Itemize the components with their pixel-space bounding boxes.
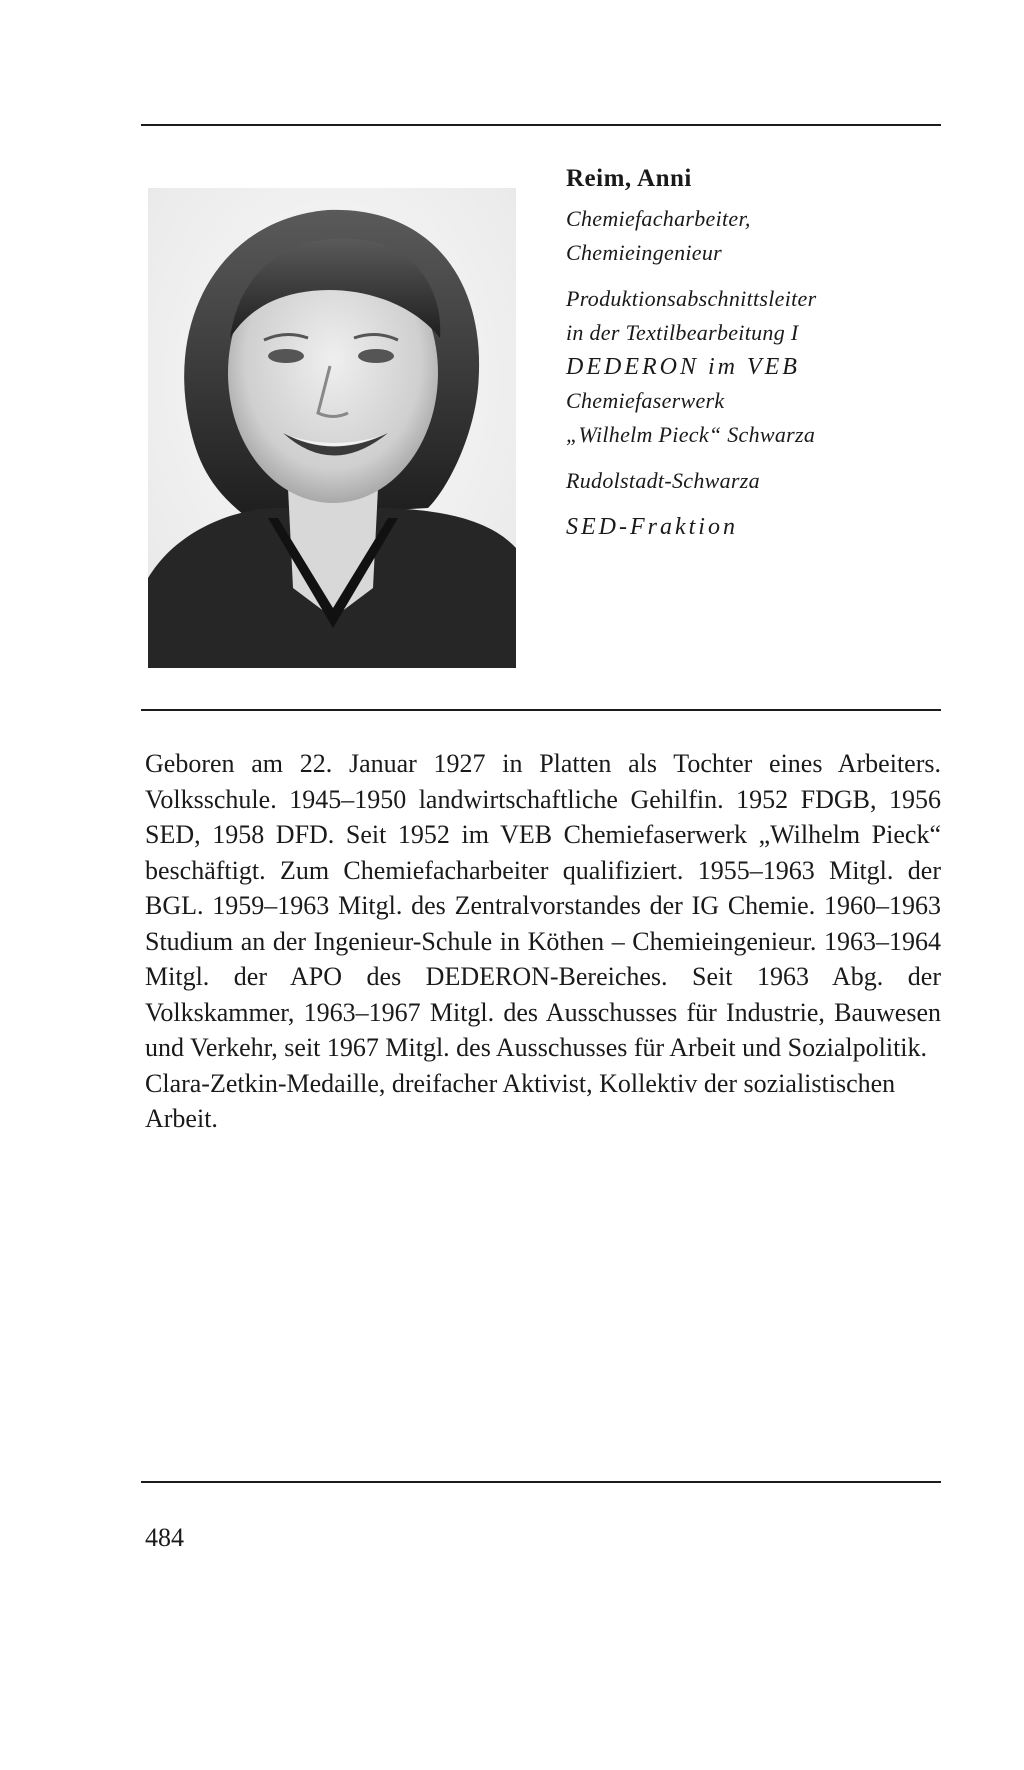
awards-paragraph: Clara-Zetkin-Medaille, dreifacher Aktivist, Kollektiv der sozialistischen Arbeit. bbox=[145, 1068, 896, 1133]
bottom-rule bbox=[141, 1481, 941, 1483]
occupation-line-2: Chemieingenieur bbox=[566, 240, 723, 265]
biography bbox=[145, 746, 941, 1137]
position-line-3: DEDERON im VEB bbox=[566, 354, 800, 380]
page-number: 484 bbox=[145, 1523, 184, 1552]
person-name: Reim, Anni bbox=[566, 165, 692, 192]
portrait-image bbox=[148, 188, 516, 668]
middle-rule bbox=[141, 709, 941, 711]
faction: SED-Fraktion bbox=[566, 514, 738, 540]
portrait-photo bbox=[148, 188, 516, 668]
position-line-5: „Wilhelm Pieck“ Schwarza bbox=[566, 422, 816, 447]
position-line-2: in der Textilbearbeitung I bbox=[566, 320, 799, 345]
position-line-4: Chemiefaserwerk bbox=[566, 388, 725, 413]
position-line-1: Produktionsabschnittsleiter bbox=[566, 286, 817, 311]
entry-header bbox=[566, 160, 946, 544]
location: Rudolstadt-Schwarza bbox=[566, 468, 760, 493]
top-rule bbox=[141, 124, 941, 126]
occupation-line-1: Chemiefacharbeiter, bbox=[566, 206, 751, 231]
biography-paragraph: Geboren am 22. Januar 1927 in Platten als Tochter eines Arbeiters. Volksschule. 1945–1950 landwirtschaftliche Gehilfin. 1952 FDGB, 1956 SED, 1958 DFD. Seit 1952 im VEB Chemiefaserwerk „Wilhelm Pieck“ beschäftigt. Zum Chemiefacharbeiter qualifiziert. 1955–1963 Mitgl. der BGL. 1959–1963 Mitgl. des Zentralvorstandes der IG Chemie. 1960–1963 Studium an der Ingenieur-Schule in Köthen – Chemieingenieur. 1963–1964 Mitgl. der APO des DEDERON-Bereiches. Seit 1963 Abg. der Volkskammer, 1963–1967 Mitgl. des Ausschusses für Industrie, Bauwesen und Verkehr, seit 1967 Mitgl. des Ausschusses für Arbeit und Sozialpolitik. bbox=[145, 749, 941, 1062]
